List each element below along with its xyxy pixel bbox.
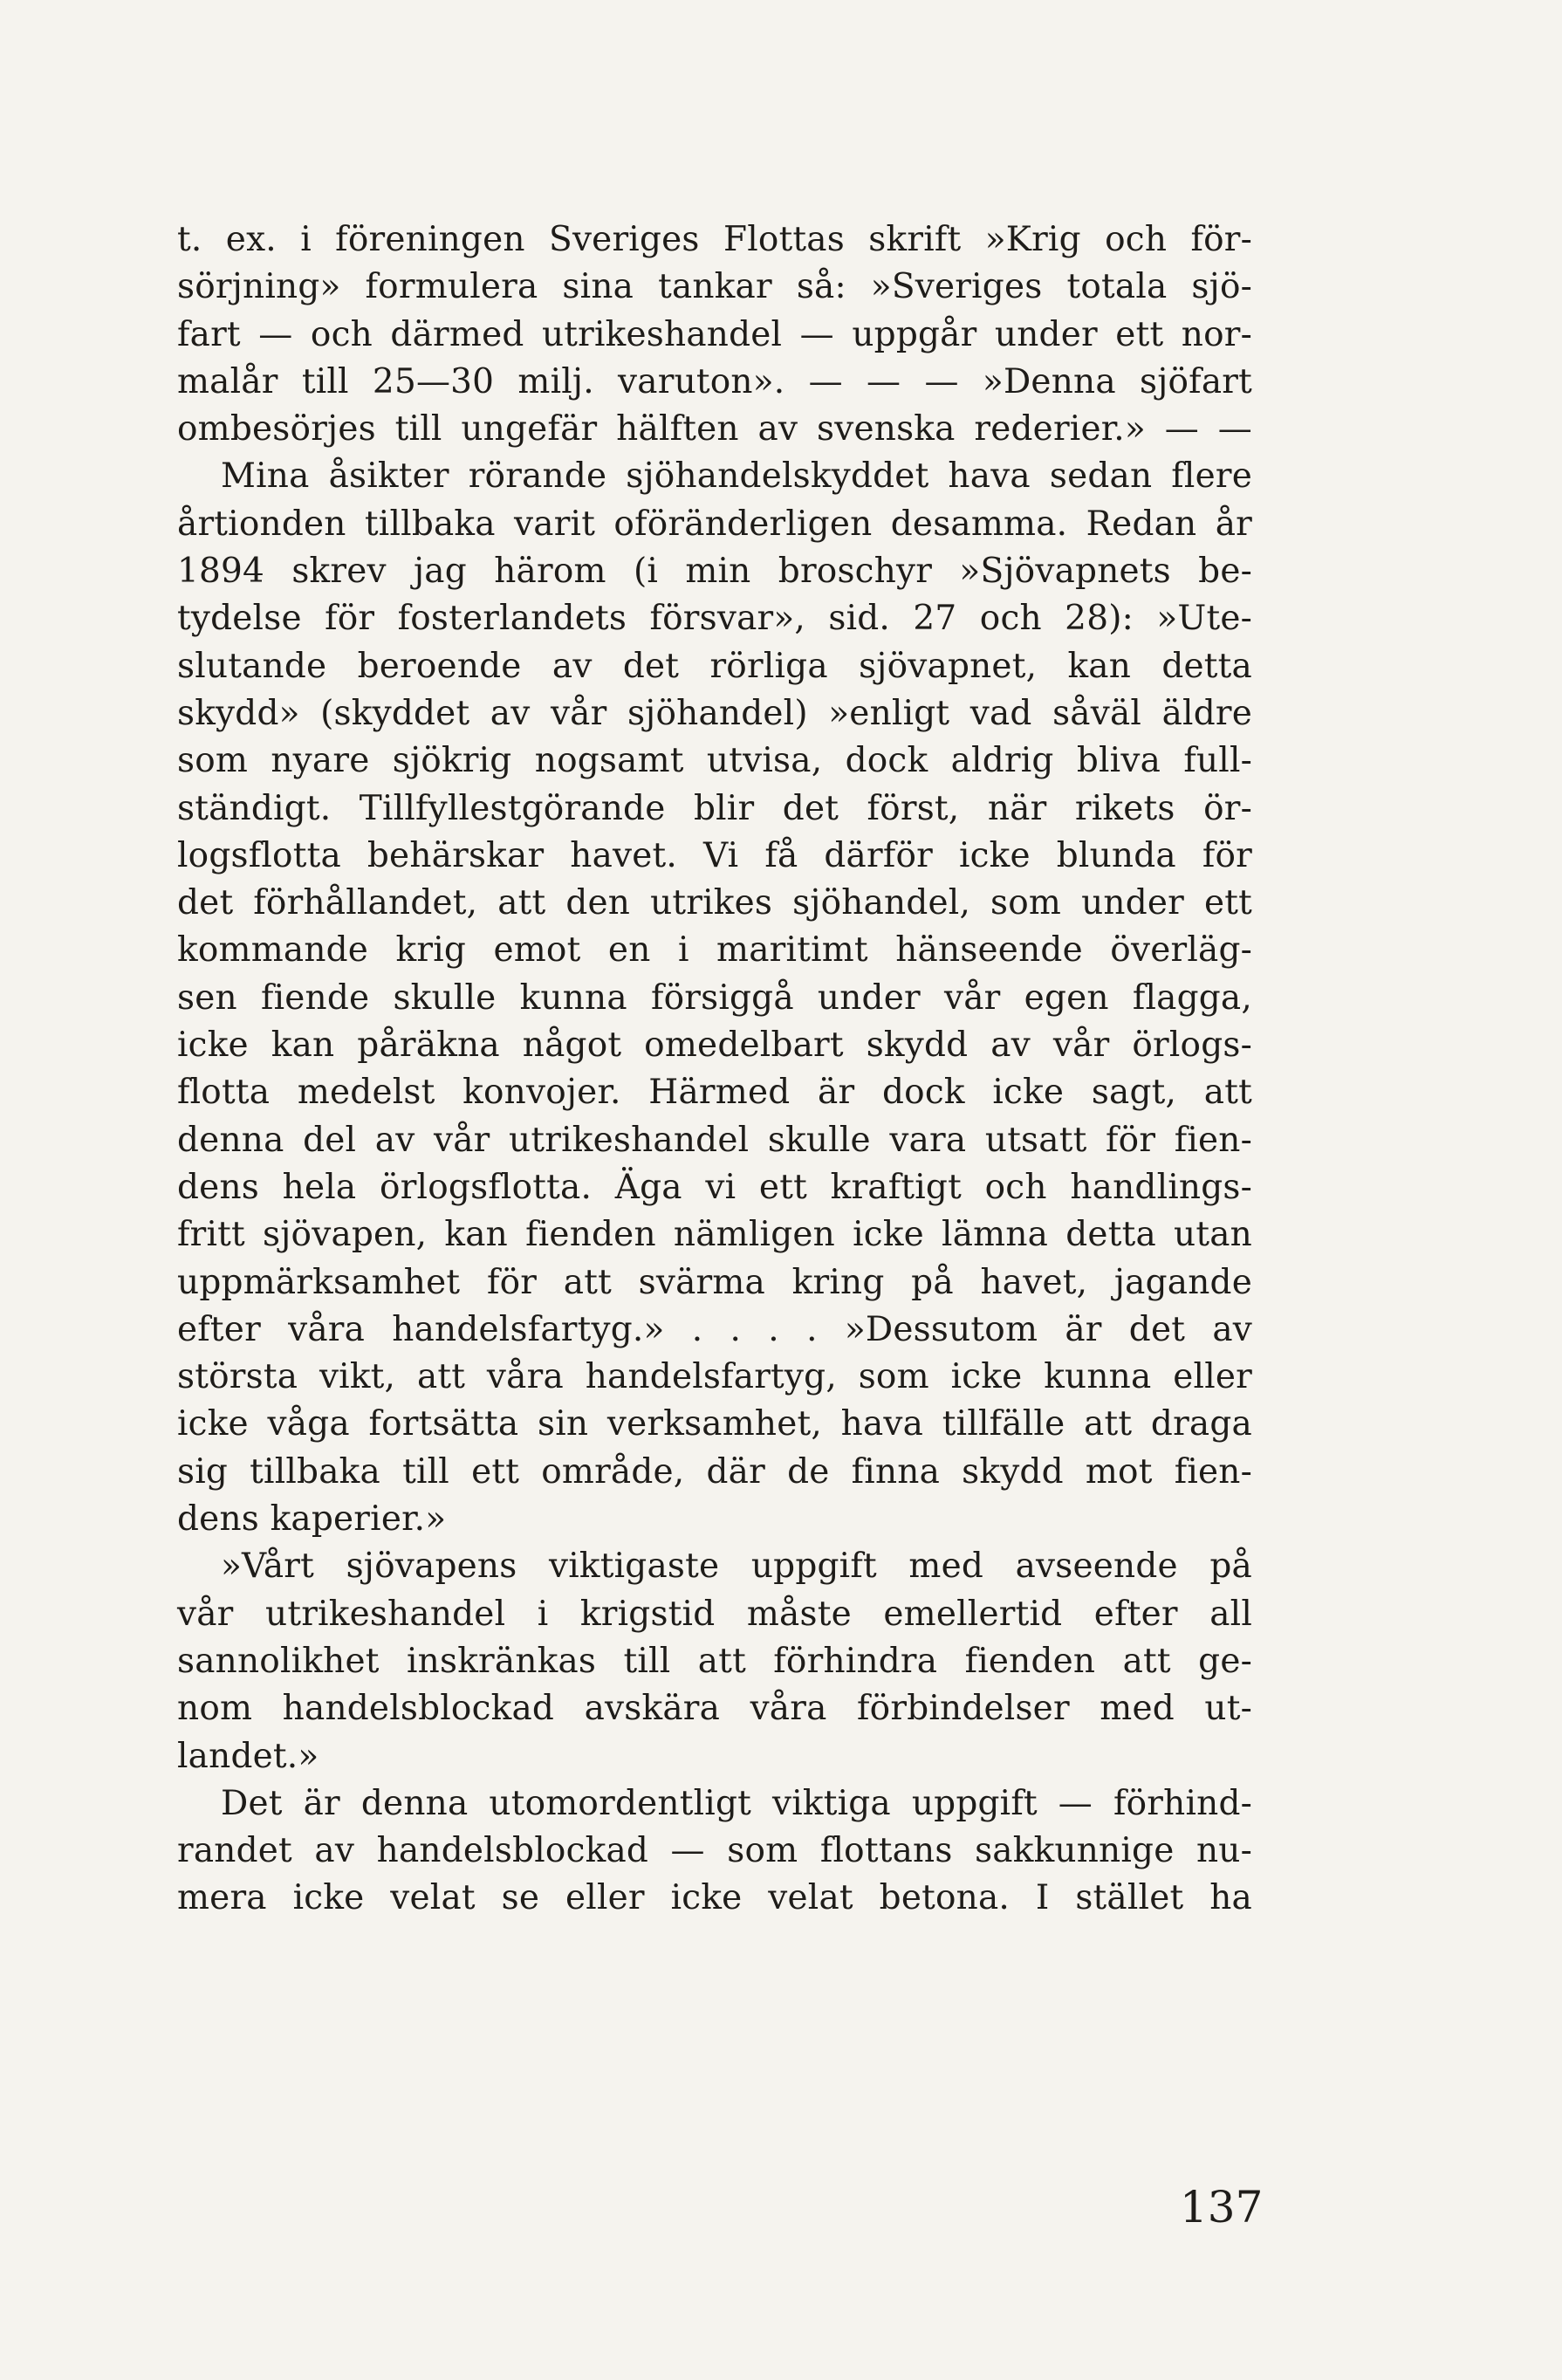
text-line: tydelse för fosterlandets försvar», sid. 27 och 28): »Ute- [177,599,1252,639]
text-line: det förhållandet, att den utrikes sjöhandel, som under ett [177,883,1252,923]
paragraph-1 [177,216,1252,453]
text-line: ombesörjes till ungefär hälften av svenska rederier.» — — [177,409,1252,449]
text-line: sörjning» formulera sina tankar så: »Sveriges totala sjö- [177,267,1252,307]
text-line: fritt sjövapen, kan fienden nämligen icke lämna detta utan [177,1215,1252,1255]
text-line: vår utrikeshandel i krigstid måste emellertid efter all [177,1594,1252,1634]
text-line: efter våra handelsfartyg.» . . . . »Dessutom är det av [177,1309,1252,1349]
text-line: sig tillbaka till ett område, där de finna skydd mot fien- [177,1451,1252,1492]
text-line: sannolikhet inskränkas till att förhindra fienden att ge- [177,1641,1252,1681]
text-line: dens kaperier.» [177,1499,447,1540]
paragraph-4 [177,1780,1252,1923]
text-line: flotta medelst konvojer. Härmed är dock icke sagt, att [177,1073,1252,1113]
text-line: mera icke velat se eller icke velat betona. I stället ha [177,1878,1252,1918]
page-number: 137 [1180,2182,1264,2233]
text-line: icke kan påräkna något omedelbart skydd av vår örlogs- [177,1025,1252,1066]
text-line: landet.» [177,1736,319,1776]
text-line: nom handelsblockad avskära våra förbindelser med ut- [177,1689,1252,1729]
text-line: logsflotta behärskar havet. Vi få därför icke blunda för [177,835,1252,875]
text-line: 1894 skrev jag härom (i min broschyr »Sjövapnets be- [177,552,1252,592]
text-line: kommande krig emot en i maritimt hänseende överläg- [177,930,1252,971]
body-text [177,216,1252,1923]
text-line: skydd» (skyddet av vår sjöhandel) »enligt vad såväl äldre [177,693,1252,733]
paragraph-3 [177,1543,1252,1780]
paragraph-2 [177,453,1252,1543]
text-line: randet av handelsblockad — som flottans sakkunnige nu- [177,1831,1252,1871]
text-line: slutande beroende av det rörliga sjövapnet, kan detta [177,646,1252,686]
text-line: malår till 25—30 milj. varuton». — — — »Denna sjöfart [177,361,1252,401]
text-line: Det är denna utomordentligt viktiga uppgift — förhind- [221,1783,1252,1823]
text-line: dens hela örlogsflotta. Äga vi ett kraftigt och handlings- [177,1167,1252,1207]
text-line: »Vårt sjövapens viktigaste uppgift med avseende på [221,1547,1252,1587]
text-line: sen fiende skulle kunna försiggå under vår egen flagga, [177,977,1252,1018]
text-line: fart — och därmed utrikeshandel — uppgår under ett nor- [177,314,1252,354]
text-line: uppmärksamhet för att svärma kring på havet, jagande [177,1262,1252,1302]
text-line: denna del av vår utrikeshandel skulle vara utsatt för fien- [177,1120,1252,1160]
text-line: Mina åsikter rörande sjöhandelskyddet hava sedan flere [221,456,1252,497]
text-line: icke våga fortsätta sin verksamhet, hava tillfälle att draga [177,1404,1252,1444]
text-line: som nyare sjökrig nogsamt utvisa, dock aldrig bliva full- [177,741,1252,781]
text-line: största vikt, att våra handelsfartyg, som icke kunna eller [177,1357,1252,1397]
text-line: ständigt. Tillfyllestgörande blir det först, när rikets ör- [177,788,1252,828]
text-line: årtionden tillbaka varit oföränderligen desamma. Redan år [177,504,1252,544]
text-line: t. ex. i föreningen Sveriges Flottas skrift »Krig och för- [177,220,1252,259]
